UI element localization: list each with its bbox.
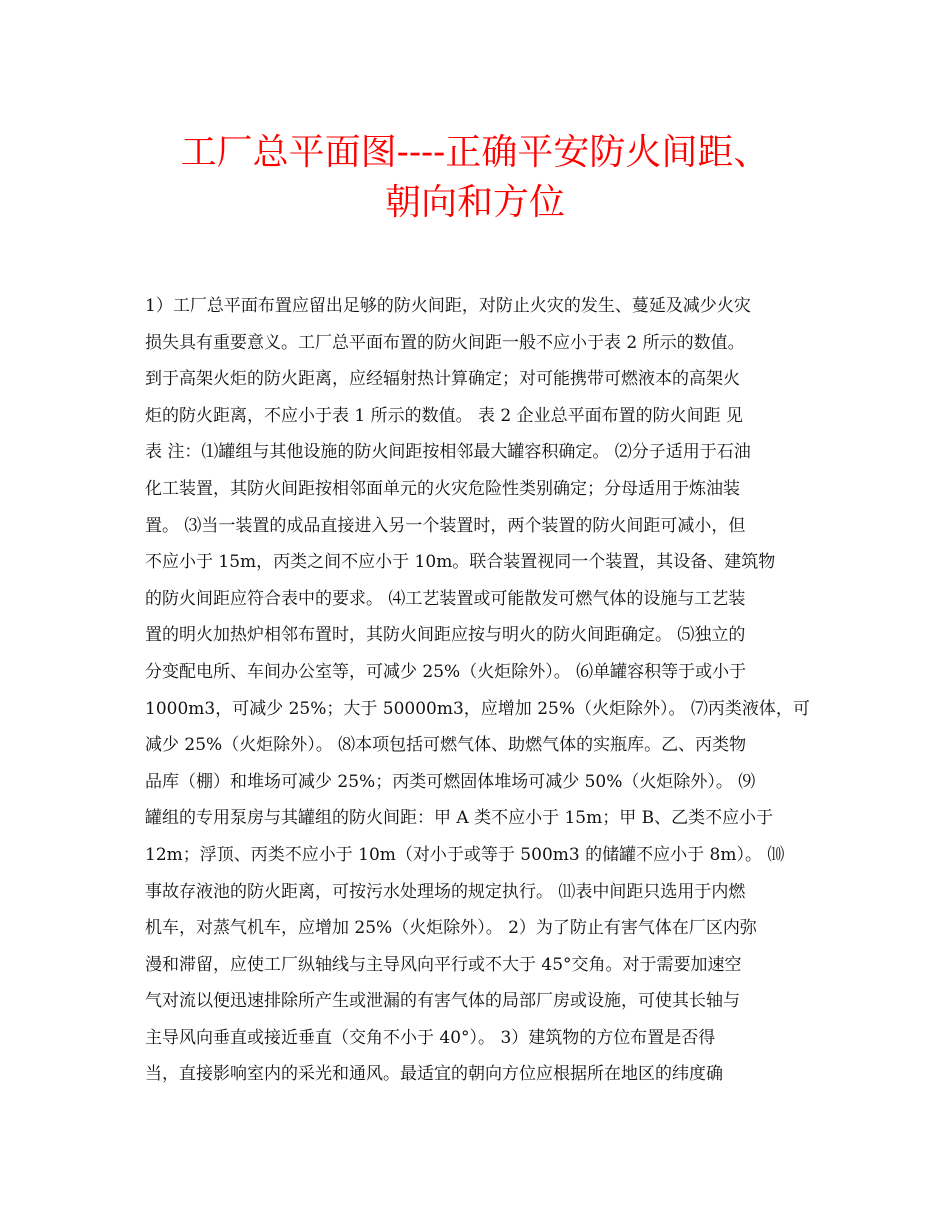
text-line: 品库（棚）和堆场可减少 25%；丙类可燃固体堆场可减少 50%（火炬除外）。 ⑼ [145, 771, 756, 792]
document-title [120, 128, 830, 228]
text-line: 置的明火加热炉相邻布置时，其防火间距应按与明火的防火间距确定。 ⑸独立的 [145, 625, 746, 646]
text-line: 化工装置，其防火间距按相邻面单元的火灾危险性类别确定；分母适用于炼油装 [145, 478, 740, 499]
text-line: 12m；浮顶、丙类不应小于 10m（对小于或等于 500m3 的储罐不应小于 8m）。 ⑽ [145, 844, 785, 865]
text-line: 当，直接影响室内的采光和通风。最适宜的朝向方位应根据所在地区的纬度确 [145, 1064, 723, 1085]
text-line: 分变配电所、车间办公室等，可减少 25%（火炬除外）。 ⑹单罐容积等于或小于 [145, 661, 747, 682]
text-line: 主导风向垂直或接近垂直（交角不小于 40°）。 3）建筑物的方位布置是否得 [145, 1027, 716, 1048]
text-line: 气对流以便迅速排除所产生或泄漏的有害气体的局部厂房或设施，可使其长轴与 [145, 991, 740, 1012]
text-line: 置。 ⑶当一装置的成品直接进入另一个装置时，两个装置的防火间距可减小，但 [145, 515, 746, 536]
text-line: 减少 25%（火炬除外）。 ⑻本项包括可燃气体、助燃气体的实瓶库。乙、丙类物 [145, 735, 747, 756]
text-line: 罐组的专用泵房与其罐组的防火间距：甲 A 类不应小于 15m；甲 B、乙类不应小于 [145, 808, 774, 829]
text-line: 事故存液池的防火距离，可按污水处理场的规定执行。 ⑾表中间距只选用于内燃 [145, 881, 746, 902]
text-line: 1000m3，可减少 25%；大于 50000m3，应增加 25%（火炬除外）。 ⑺丙类液体，可 [145, 698, 810, 719]
text-line: 的防火间距应符合表中的要求。 ⑷工艺装置或可能散发可燃气体的设施与工艺装 [145, 588, 746, 609]
text-line: 漫和滞留，应使工厂纵轴线与主导风向平行或不大于 45°交角。对于需要加速空 [145, 954, 742, 975]
title-line-2: 朝向和方位 [384, 182, 565, 223]
text-line: 损失具有重要意义。工厂总平面布置的防火间距一般不应小于表 2 所示的数值。 [145, 332, 745, 353]
text-line: 到于高架火炬的防火距离，应经辐射热计算确定；对可能携带可燃液本的高架火 [145, 369, 740, 390]
text-line: 机车，对蒸气机车，应增加 25%（火炬除外）。 2）为了防止有害气体在厂区内弥 [145, 918, 757, 939]
text-line: 不应小于 15m，丙类之间不应小于 10m。联合装置视同一个装置，其设备、建筑物 [145, 552, 776, 573]
body-paragraph [145, 288, 810, 1093]
title-line-1: 工厂总平面图----正确平安防火间距、 [180, 132, 770, 173]
text-line: 炬的防火距离，不应小于表 1 所示的数值。 表 2 企业总平面布置的防火间距 见 [145, 405, 744, 426]
text-line: 1）工厂总平面布置应留出足够的防火间距，对防止火灾的发生、蔓延及减少火灾 [145, 296, 751, 316]
text-line: 表 注：⑴罐组与其他设施的防火间距按相邻最大罐容积确定。 ⑵分子适用于石油 [145, 442, 751, 463]
